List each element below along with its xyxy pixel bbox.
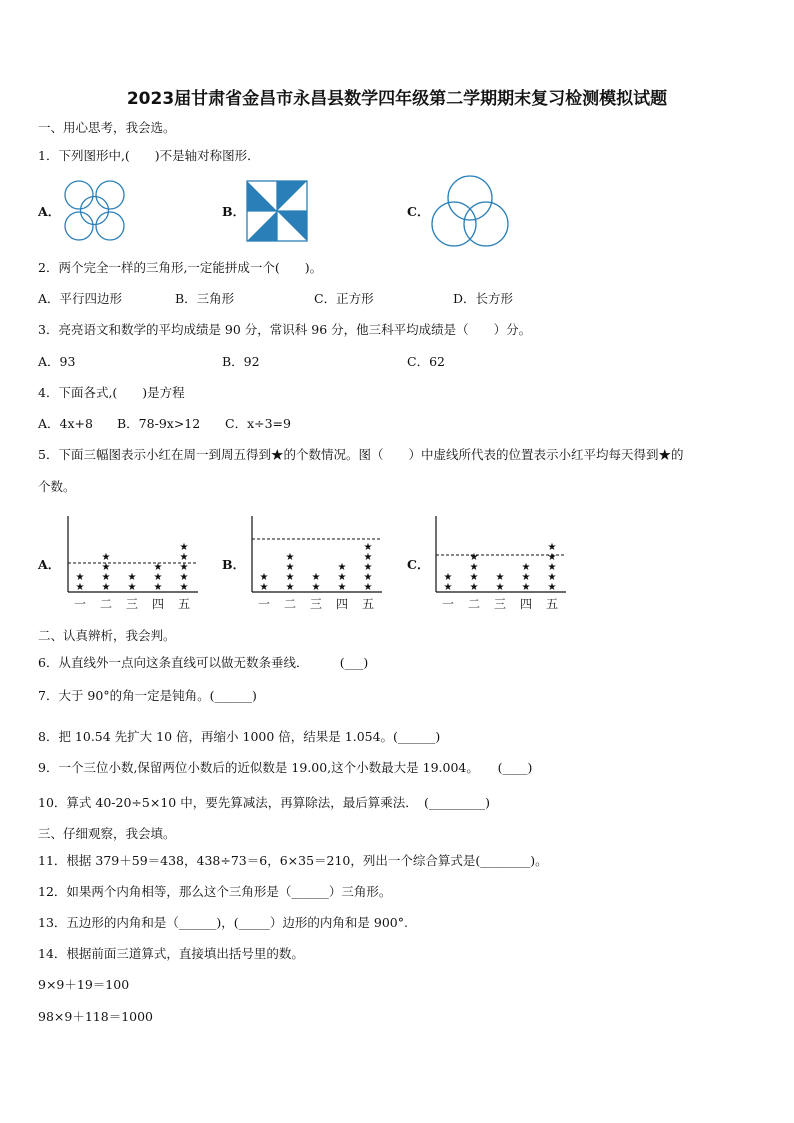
day-label: 一 [73,597,87,611]
question-4-stem: 4．下面各式,( )是方程 [38,385,185,400]
question-12: 12．如果两个内角相等，那么这个三角形是（______）三角形。 [38,884,392,899]
star-mark: ★ [469,552,479,563]
q1-option-a[interactable]: A． [38,204,61,219]
day-label: 五 [361,597,375,611]
star-mark: ★ [127,582,137,593]
q5-option-b[interactable]: B． [222,557,246,572]
page-title: 2023届甘肃省金昌市永昌县数学四年级第二学期期末复习检测模拟试题 [126,89,668,109]
four-circle-flower-figure [62,180,128,242]
star-mark: ★ [521,572,531,583]
star-mark: ★ [285,552,295,563]
question-14: 14．根据前面三道算式，直接填出括号里的数。 [38,946,304,961]
q1-option-c[interactable]: C． [407,204,430,219]
star-mark: ★ [101,572,111,583]
equation-2: 98×9＋118＝1000 [38,1009,154,1024]
star-mark: ★ [443,572,453,583]
question-7: 7．大于 90°的角一定是钝角。(______) [38,688,257,703]
q2-option-a[interactable]: A．平行四边形 [38,291,123,306]
star-pictograph-c [428,512,578,618]
star-mark: ★ [75,572,85,583]
pinwheel-figure [246,180,308,242]
star-mark: ★ [547,552,557,563]
day-label: 一 [441,597,455,611]
star-mark: ★ [285,572,295,583]
question-3-stem: 3．亮亮语文和数学的平均成绩是 90 分，常识科 96 分，他三科平均成绩是（ ）分。 [38,322,532,337]
star-mark: ★ [311,572,321,583]
day-label: 四 [151,597,165,611]
star-mark: ★ [101,552,111,563]
star-mark: ★ [337,582,347,593]
star-mark: ★ [469,562,479,573]
day-label: 五 [545,597,559,611]
q4-option-c[interactable]: C．x÷3=9 [225,416,291,431]
star-mark: ★ [179,572,189,583]
day-label: 四 [335,597,349,611]
star-mark: ★ [127,572,137,583]
star-mark: ★ [363,562,373,573]
question-13: 13．五边形的内角和是（______)，(_____）边形的内角和是 900°. [38,915,408,930]
q3-option-c[interactable]: C．62 [407,354,445,369]
q2-option-c[interactable]: C．正方形 [314,291,374,306]
star-mark: ★ [363,582,373,593]
star-mark: ★ [285,582,295,593]
star-mark: ★ [469,572,479,583]
star-mark: ★ [547,542,557,553]
star-mark: ★ [337,572,347,583]
star-mark: ★ [337,562,347,573]
day-label: 三 [493,597,507,611]
day-label: 二 [99,597,113,611]
day-label: 二 [283,597,297,611]
star-mark: ★ [179,552,189,563]
question-5-stem-line1: 5．下面三幅图表示小红在周一到周五得到★的个数情况。图（ ）中虚线所代表的位置表示小红平均每天得到★的 [38,447,684,462]
q3-option-a[interactable]: A．93 [38,354,76,369]
star-mark: ★ [363,572,373,583]
question-8: 8．把 10.54 先扩大 10 倍，再缩小 1000 倍，结果是 1.054。(______) [38,729,441,744]
equation-1: 9×9＋19＝100 [38,977,130,992]
section-1-heading: 一、用心思考，我会选。 [38,120,176,135]
star-mark: ★ [521,562,531,573]
question-11: 11．根据 379＋59＝438，438÷73＝6，6×35＝210，列出一个综合算式是(________)。 [38,853,548,868]
star-mark: ★ [285,562,295,573]
q5-option-a[interactable]: A． [38,557,61,572]
star-mark: ★ [75,582,85,593]
star-pictograph-a [60,512,210,618]
question-9: 9．一个三位小数,保留两位小数后的近似数是 19.00,这个小数最大是 19.004。 (____) [38,760,533,775]
star-mark: ★ [153,562,163,573]
star-mark: ★ [495,582,505,593]
question-1-stem: 1．下列图形中,( )不是轴对称图形． [38,148,260,163]
triquetra-figure [430,174,510,248]
star-mark: ★ [101,582,111,593]
day-label: 五 [177,597,191,611]
question-5-stem-line2: 个数。 [38,479,76,494]
day-label: 三 [125,597,139,611]
q4-option-a[interactable]: A．4x+8 [38,416,93,431]
q2-option-d[interactable]: D．长方形 [453,291,514,306]
star-mark: ★ [179,562,189,573]
section-3-heading: 三、仔细观察，我会填。 [38,826,176,841]
star-mark: ★ [547,582,557,593]
star-pictograph-b [244,512,394,618]
question-6: 6．从直线外一点向这条直线可以做无数条垂线． (___) [38,655,369,670]
day-label: 三 [309,597,323,611]
star-mark: ★ [495,572,505,583]
star-mark: ★ [179,542,189,553]
star-mark: ★ [259,582,269,593]
q2-option-b[interactable]: B．三角形 [175,291,235,306]
star-mark: ★ [547,562,557,573]
star-mark: ★ [363,542,373,553]
star-mark: ★ [547,572,557,583]
q5-option-c[interactable]: C． [407,557,430,572]
star-mark: ★ [521,582,531,593]
star-mark: ★ [259,572,269,583]
q3-option-b[interactable]: B．92 [222,354,260,369]
q4-option-b[interactable]: B．78-9x>12 [117,416,201,431]
star-mark: ★ [443,582,453,593]
star-mark: ★ [153,582,163,593]
day-label: 二 [467,597,481,611]
q1-option-b[interactable]: B． [222,204,246,219]
day-label: 四 [519,597,533,611]
section-2-heading: 二、认真辨析，我会判。 [38,628,176,643]
question-10: 10．算式 40-20÷5×10 中，要先算减法，再算除法，最后算乘法． (_________) [38,795,490,810]
star-mark: ★ [363,552,373,563]
day-label: 一 [257,597,271,611]
star-mark: ★ [179,582,189,593]
star-mark: ★ [311,582,321,593]
star-mark: ★ [153,572,163,583]
star-mark: ★ [469,582,479,593]
question-2-stem: 2．两个完全一样的三角形,一定能拼成一个( )。 [38,260,323,275]
star-mark: ★ [101,562,111,573]
